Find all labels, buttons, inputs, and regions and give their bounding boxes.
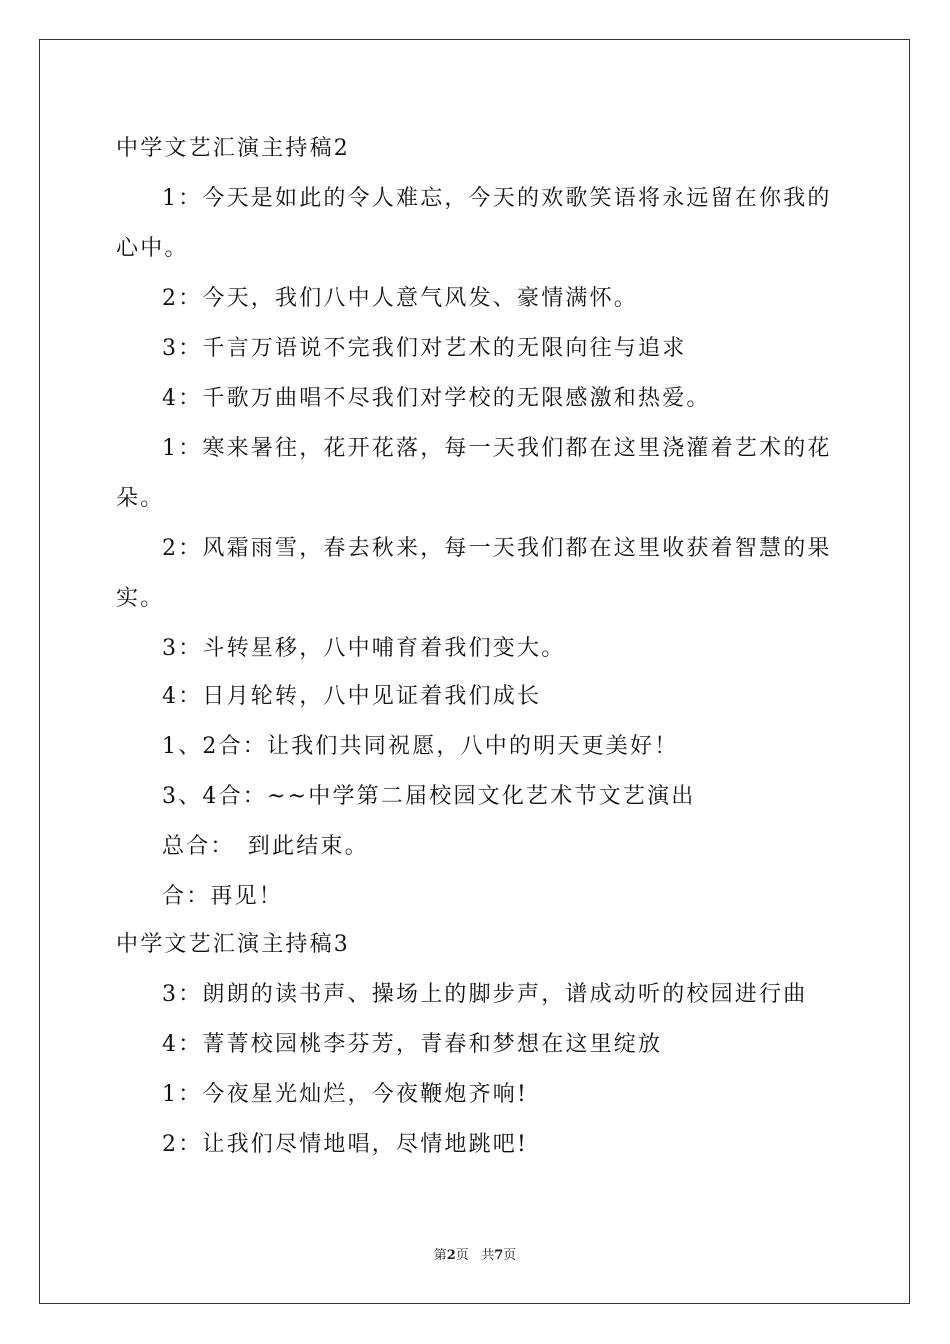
total-pages: 7 bbox=[494, 1248, 504, 1263]
paragraph-line: 朵。 bbox=[116, 486, 165, 511]
paragraph-line: 2：风霜雨雪，春去秋来，每一天我们都在这里收获着智慧的果 bbox=[162, 536, 832, 561]
paragraph-line: 实。 bbox=[116, 586, 165, 611]
paragraph-line: 总合： 到此结束。 bbox=[162, 834, 369, 859]
page-number: 2 bbox=[446, 1248, 456, 1263]
paragraph-line: 3：朗朗的读书声、操场上的脚步声，谱成动听的校园进行曲 bbox=[162, 982, 808, 1007]
page-border bbox=[39, 39, 910, 1304]
page-footer bbox=[0, 1244, 950, 1263]
paragraph-line: 1：寒来暑往，花开花落，每一天我们都在这里浇灌着艺术的花 bbox=[162, 436, 832, 461]
paragraph-line: 3：千言万语说不完我们对艺术的无限向往与追求 bbox=[162, 336, 687, 361]
paragraph-line: 3：斗转星移，八中哺育着我们变大。 bbox=[162, 636, 566, 661]
paragraph-line: 1：今天是如此的令人难忘，今天的欢歌笑语将永远留在你我的 bbox=[162, 186, 832, 211]
paragraph-line: 4：千歌万曲唱不尽我们对学校的无限感激和热爱。 bbox=[162, 386, 711, 411]
paragraph-line: 2：让我们尽情地唱，尽情地跳吧! bbox=[162, 1132, 529, 1157]
section-heading: 中学文艺汇演主持稿2 bbox=[116, 136, 350, 161]
paragraph-line: 3、4合：~~中学第二届校园文化艺术节文艺演出 bbox=[162, 784, 696, 809]
paragraph-line: 4：日月轮转，八中见证着我们成长 bbox=[162, 684, 542, 709]
paragraph-line: 合：再见！ bbox=[162, 884, 284, 909]
page-suffix: 页 bbox=[455, 1248, 469, 1263]
total-prefix: 共 bbox=[481, 1248, 495, 1263]
total-suffix: 页 bbox=[503, 1248, 517, 1263]
paragraph-line: 1、2合：让我们共同祝愿，八中的明天更美好！ bbox=[162, 734, 679, 759]
paragraph-line: 4：菁菁校园桃李芬芳，青春和梦想在这里绽放 bbox=[162, 1032, 663, 1057]
section-heading: 中学文艺汇演主持稿3 bbox=[116, 932, 350, 957]
paragraph-line: 2：今天，我们八中人意气风发、豪情满怀。 bbox=[162, 286, 638, 311]
paragraph-line: 心中。 bbox=[116, 236, 189, 261]
paragraph-line: 1：今夜星光灿烂，今夜鞭炮齐响! bbox=[162, 1082, 529, 1107]
page-prefix: 第 bbox=[433, 1248, 447, 1263]
